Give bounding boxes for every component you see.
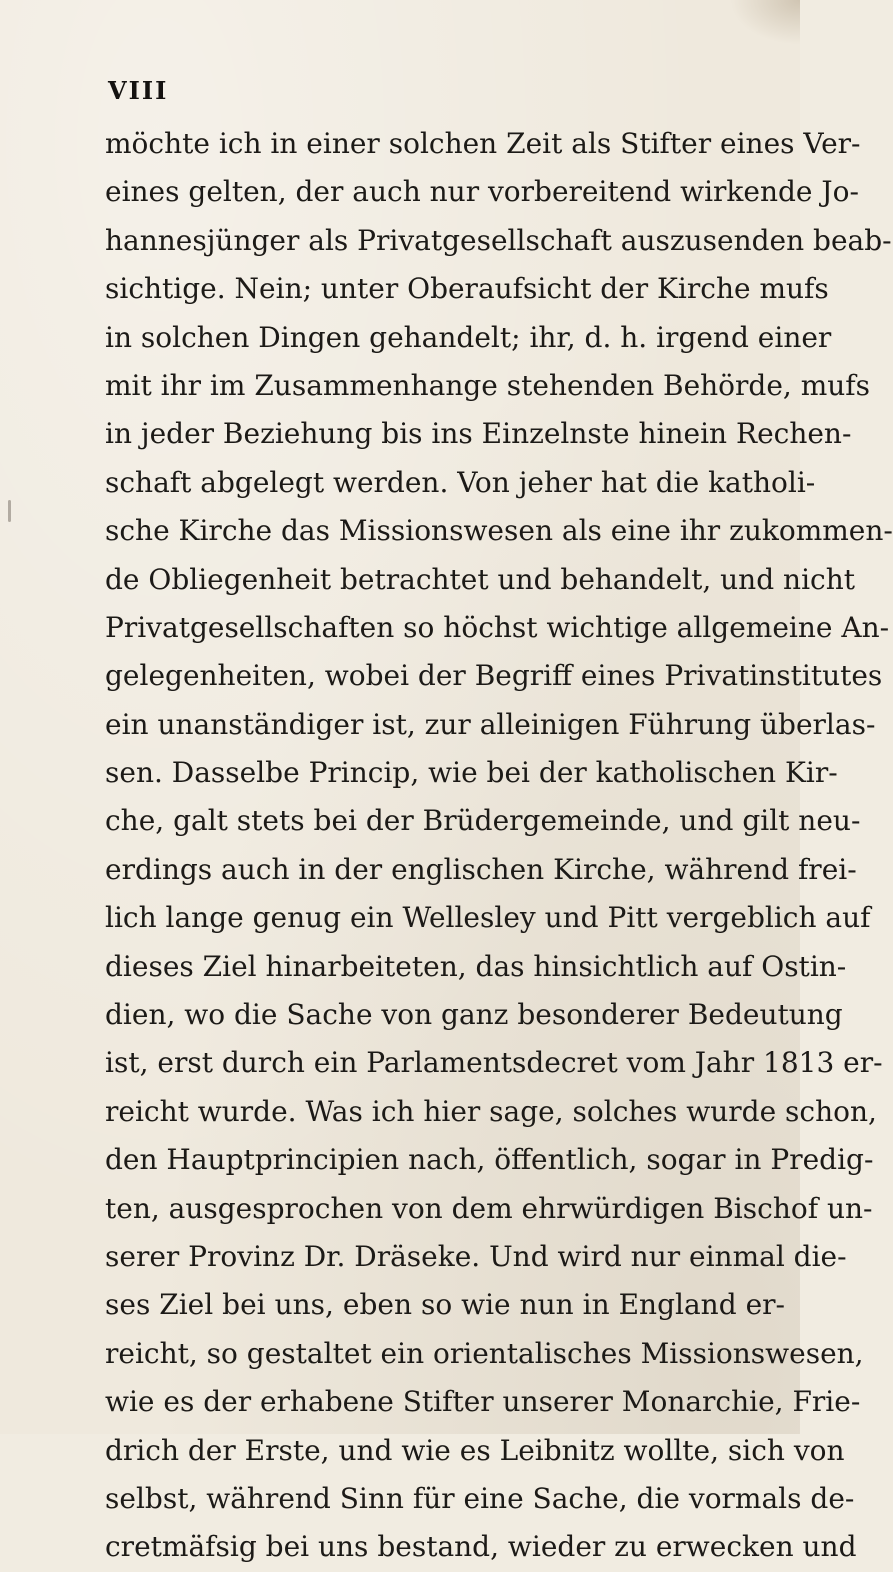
text-line: reicht, so gestaltet ein orientalisches Missionswesen, <box>105 1336 864 1370</box>
text-line: drich der Erste, und wie es Leibnitz wollte, sich von <box>105 1433 845 1467</box>
text-line: ses Ziel bei uns, eben so wie nun in England er- <box>105 1288 785 1322</box>
text-line: reicht wurde. Was ich hier sage, solches wurde schon, <box>105 1094 877 1128</box>
text-line: sche Kirche das Missionswesen als eine ihr zukommen- <box>105 514 893 548</box>
text-line: erdings auch in der englischen Kirche, während frei- <box>105 852 857 886</box>
paper-stain <box>730 0 800 45</box>
text-line: serer Provinz Dr. Dräseke. Und wird nur einmal die- <box>105 1239 847 1273</box>
text-line: cretmäfsig bei uns bestand, wieder zu erwecken und <box>105 1530 857 1564</box>
text-line: lich lange genug ein Wellesley und Pitt vergeblich auf <box>105 901 871 935</box>
text-line: schaft abgelegt werden. Von jeher hat die katholi- <box>105 465 816 499</box>
text-line: hannesjünger als Privatgesellschaft auszusenden beab- <box>105 223 892 257</box>
text-line: sichtige. Nein; unter Oberaufsicht der Kirche mufs <box>105 272 829 306</box>
text-line: möchte ich in einer solchen Zeit als Stifter eines Ver- <box>105 127 861 160</box>
text-line: de Obliegenheit betrachtet und behandelt, und nicht <box>105 562 855 596</box>
body-text <box>105 120 893 1572</box>
text-line: ein unanständiger ist, zur alleinigen Führung überlas- <box>105 707 876 741</box>
text-line: gelegenheiten, wobei der Begriff eines Privatinstitutes <box>105 659 883 693</box>
text-line: wie es der erhabene Stifter unserer Monarchie, Frie- <box>105 1385 861 1419</box>
text-line: eines gelten, der auch nur vorbereitend wirkende Jo- <box>105 175 859 209</box>
text-line: in solchen Dingen gehandelt; ihr, d. h. irgend einer <box>105 320 832 354</box>
text-line: dien, wo die Sache von ganz besonderer Bedeutung <box>105 998 843 1032</box>
text-line: ist, erst durch ein Parlamentsdecret vom Jahr 1813 er- <box>105 1046 883 1080</box>
text-line: dieses Ziel hinarbeiteten, das hinsichtlich auf Ostin- <box>105 949 847 983</box>
page-number: VIII <box>108 76 169 105</box>
text-line: ten, ausgesprochen von dem ehrwürdigen Bischof un- <box>105 1191 873 1225</box>
text-line: selbst, während Sinn für eine Sache, die vormals de- <box>105 1481 855 1515</box>
margin-mark <box>8 500 11 522</box>
text-line: sen. Dasselbe Princip, wie bei der katholischen Kir- <box>105 756 838 790</box>
text-line: den Hauptprincipien nach, öffentlich, sogar in Predig- <box>105 1143 874 1177</box>
text-line: Privatgesellschaften so höchst wichtige allgemeine An- <box>105 610 890 644</box>
text-line: che, galt stets bei der Brüdergemeinde, und gilt neu- <box>105 804 861 838</box>
text-line: mit ihr im Zusammenhange stehenden Behörde, mufs <box>105 368 871 402</box>
text-line: in jeder Beziehung bis ins Einzelnste hinein Rechen- <box>105 417 852 451</box>
